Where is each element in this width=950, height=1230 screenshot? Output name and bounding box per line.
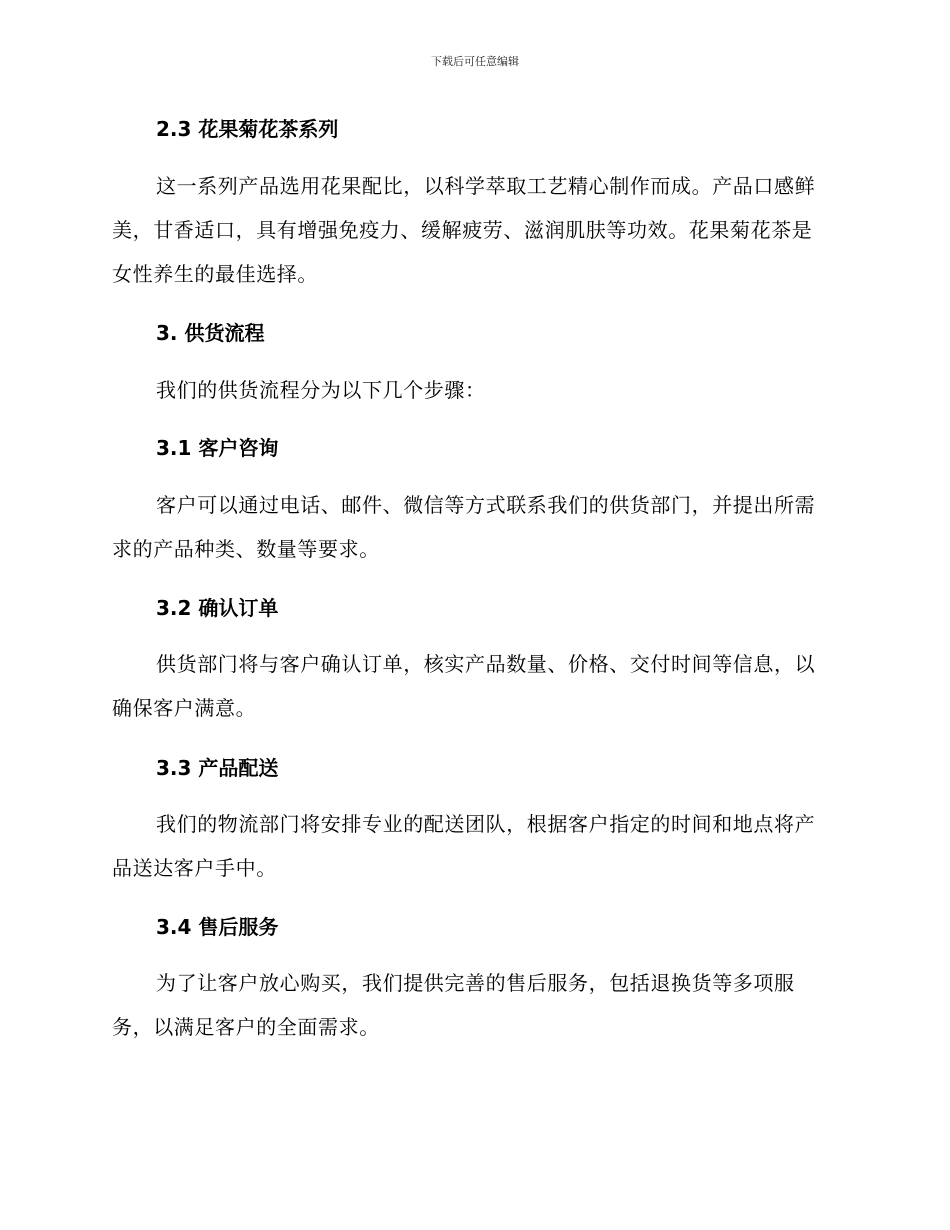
section-paragraph-3-4: 为了让客户放心购买，我们提供完善的售后服务，包括退换货等多项服务，以满足客户的全面需求。 <box>112 971 795 1039</box>
section-heading-3-4: 3.4 售后服务 <box>156 915 279 939</box>
section-paragraph-3-2: 供货部门将与客户确认订单，核实产品数量、价格、交付时间等信息，以确保客户满意。 <box>112 652 816 720</box>
section-paragraph-3-1: 客户可以通过电话、邮件、微信等方式联系我们的供货部门，并提出所需求的产品种类、数量等要求。 <box>112 493 816 561</box>
section-heading-2-3: 2.3 花果菊花茶系列 <box>156 117 339 141</box>
section-heading-3-3: 3.3 产品配送 <box>156 756 279 780</box>
section-heading-3-1: 3.1 客户咨询 <box>156 436 279 460</box>
section-heading-3-2: 3.2 确认订单 <box>156 596 279 620</box>
section-paragraph-2-3: 这一系列产品选用花果配比，以科学萃取工艺精心制作而成。产品口感鲜美，甘香适口，具有增强免疫力、缓解疲劳、滋润肌肤等功效。花果菊花茶是女性养生的最佳选择。 <box>112 174 816 286</box>
section-heading-3: 3. 供货流程 <box>156 321 265 345</box>
section-paragraph-3: 我们的供货流程分为以下几个步骤： <box>156 378 486 402</box>
page-header-note: 下载后可任意编辑 <box>431 55 519 68</box>
section-paragraph-3-3: 我们的物流部门将安排专业的配送团队，根据客户指定的时间和地点将产品送达客户手中。 <box>112 812 816 880</box>
